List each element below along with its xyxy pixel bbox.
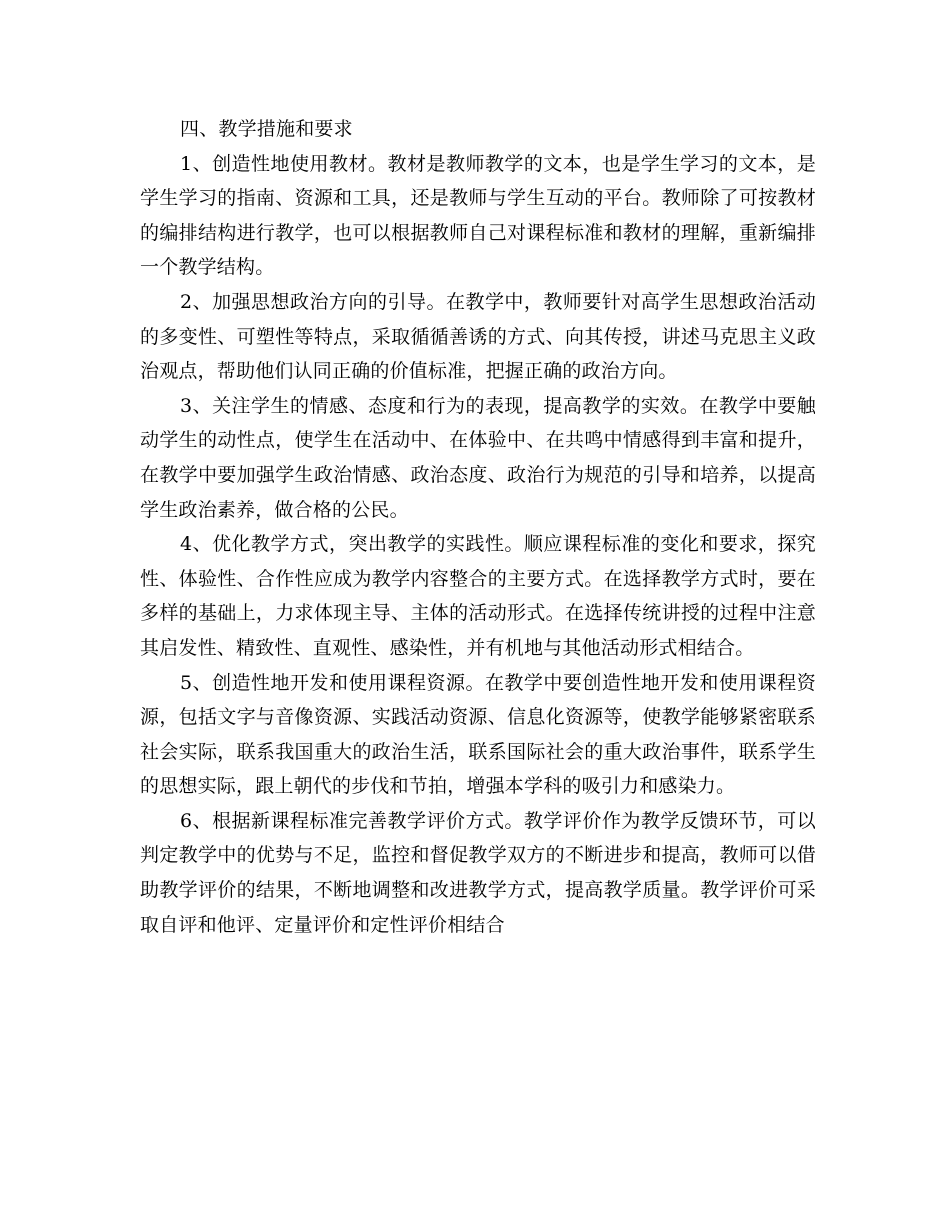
paragraph-5: 5、创造性地开发和使用课程资源。在教学中要创造性地开发和使用课程资源，包括文字与音像资源、实践活动资源、信息化资源等，使教学能够紧密联系社会实际，联系我国重大的政治生活，联系国际社会的重大政治事件，联系学生的思想实际，跟上朝代的步伐和节拍，增强本学科的吸引力和感染力。 xyxy=(140,671,816,798)
section-heading: 四、教学措施和要求 xyxy=(180,118,353,140)
paragraph-1: 1、创造性地使用教材。教材是教师教学的文本，也是学生学习的文本，是学生学习的指南、资源和工具，还是教师与学生互动的平台。教师除了可按教材的编排结构进行教学，也可以根据教师自己对课程标准和教材的理解，重新编排一个教学结构。 xyxy=(140,152,816,279)
paragraph-3: 3、关注学生的情感、态度和行为的表现，提高教学的实效。在教学中要触动学生的动性点，使学生在活动中、在体验中、在共鸣中情感得到丰富和提升，在教学中要加强学生政治情感、政治态度、政治行为规范的引导和培养，以提高学生政治素养，做合格的公民。 xyxy=(140,394,816,521)
document-body xyxy=(140,112,816,942)
paragraph-2: 2、加强思想政治方向的引导。在教学中，教师要针对高学生思想政治活动的多变性、可塑性等特点，采取循循善诱的方式、向其传授，讲述马克思主义政治观点，帮助他们认同正确的价值标准，把握正确的政治方向。 xyxy=(140,290,816,383)
paragraph-4: 4、优化教学方式，突出教学的实践性。顺应课程标准的变化和要求，探究性、体验性、合作性应成为教学内容整合的主要方式。在选择教学方式时，要在多样的基础上，力求体现主导、主体的活动形式。在选择传统讲授的过程中注意其启发性、精致性、直观性、感染性，并有机地与其他活动形式相结合。 xyxy=(140,533,816,659)
paragraph-6: 6、根据新课程标准完善教学评价方式。教学评价作为教学反馈环节，可以判定教学中的优势与不足，监控和督促教学双方的不断进步和提高，教师可以借助教学评价的结果，不断地调整和改进教学方式，提高教学质量。教学评价可采取自评和他评、定量评价和定性评价相结合 xyxy=(140,809,816,936)
